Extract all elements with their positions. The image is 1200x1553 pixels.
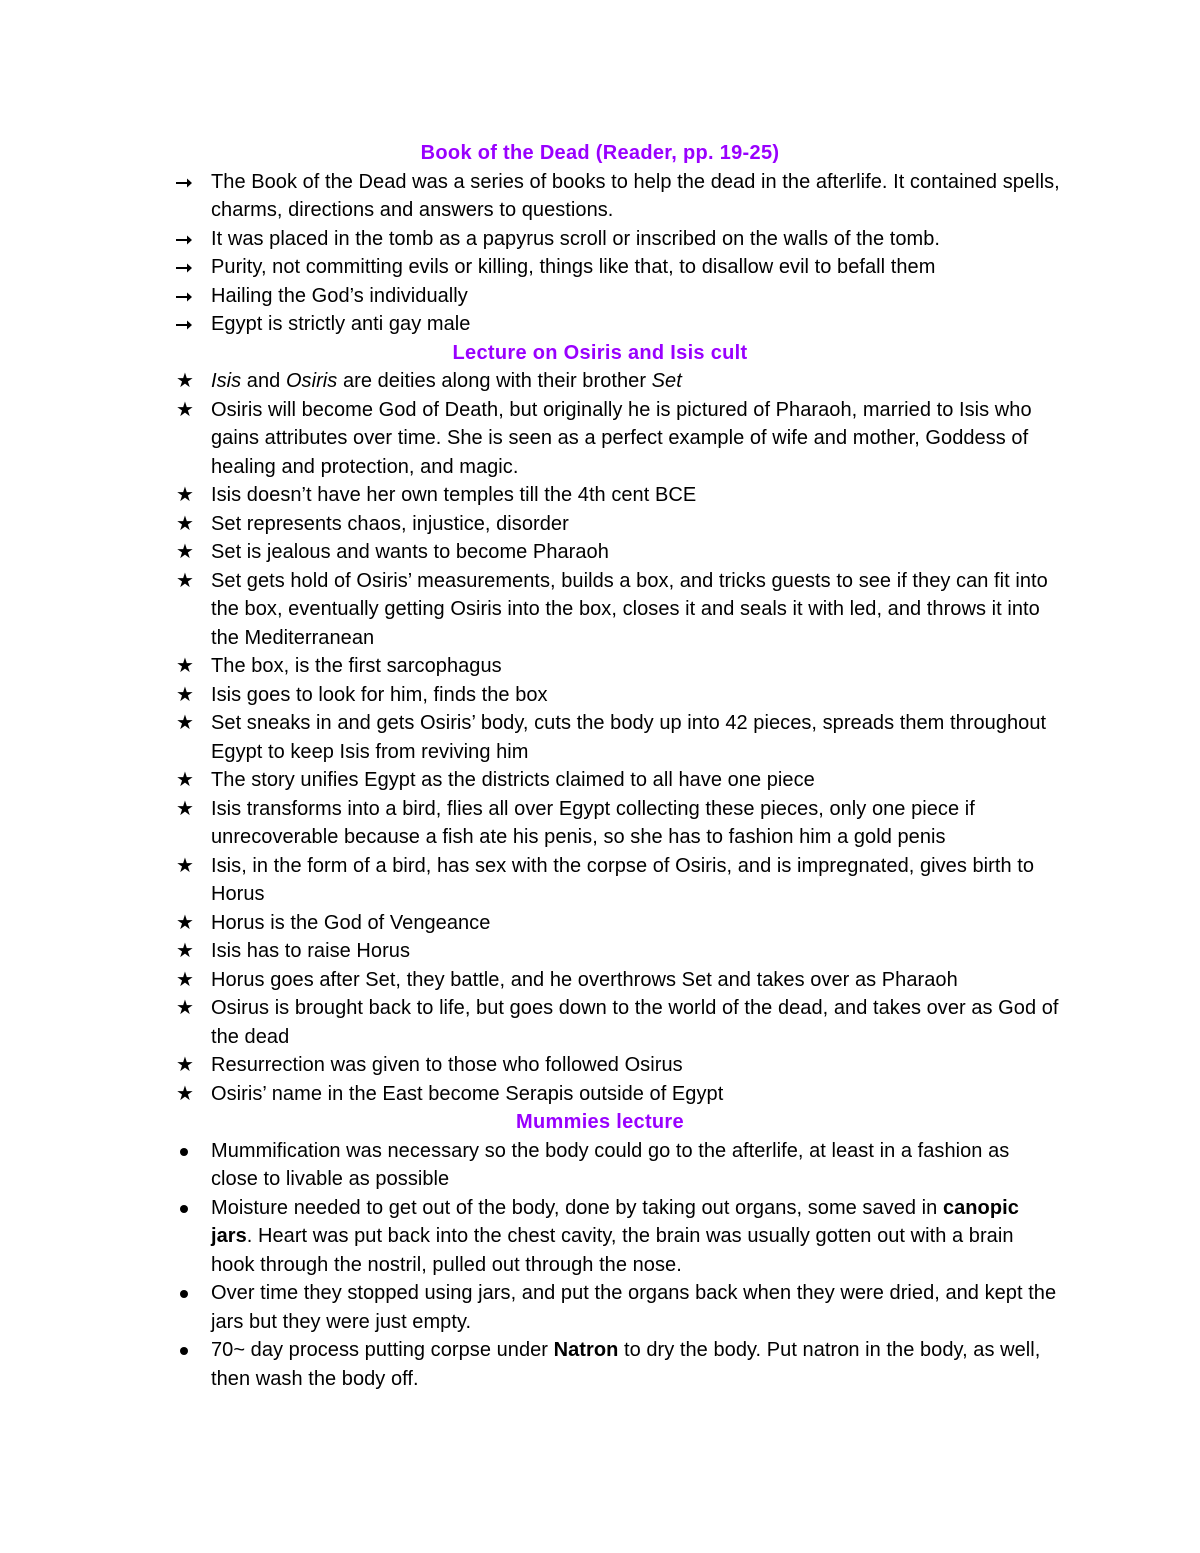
- list-item: [0, 1051, 1200, 1080]
- list-item-text: are deities along with their brother: [337, 370, 652, 392]
- list-item: [0, 310, 1200, 339]
- list-item-text: Set gets hold of Osiris’ measurements, builds a box, and tricks guests to see if they can fit into the box, eventually getting Osiris into the box, closes it and seals it with led, and throws it into the Mediterranean: [211, 569, 1048, 649]
- dot-bullet-icon: [180, 1347, 188, 1355]
- list-item-text: Horus is the God of Vengeance: [211, 911, 491, 934]
- list-item: [0, 1080, 1200, 1109]
- list-item-text: to dry the body. Put natron in the body, as well, then wash the body off.: [211, 1339, 1041, 1390]
- list-item: [0, 481, 1200, 510]
- section-book-of-the-dead: [0, 139, 1200, 339]
- section-mummies: [0, 1108, 1200, 1393]
- list-item: [0, 909, 1200, 938]
- list-item-text: Isis doesn’t have her own temples till the 4th cent BCE: [211, 484, 697, 506]
- list-item: [0, 937, 1200, 966]
- list-item: [0, 795, 1200, 852]
- list-item: [0, 396, 1200, 482]
- list-item-text: The Book of the Dead was a series of books to help the dead in the afterlife. It contained spells, charms, directions and answers to questions.: [211, 170, 1060, 221]
- list-item-text: and: [241, 370, 286, 392]
- deity-name: Set: [651, 370, 682, 392]
- star-bullet-icon: ★: [176, 370, 194, 392]
- list-item-text: Isis goes to look for him, finds the box: [211, 683, 548, 706]
- list-item-text: Over time they stopped using jars, and put the organs back when they were dried, and kept the jars but they were just empty.: [211, 1282, 1057, 1333]
- document-page: [0, 139, 1200, 1393]
- bullet-list: [0, 168, 1200, 339]
- deity-name: Osiris: [285, 370, 338, 392]
- list-item-text: Purity, not committing evils or killing, things like that, to disallow evil to befall them: [211, 256, 936, 278]
- dot-bullet-icon: [180, 1290, 188, 1298]
- list-item: [0, 1194, 1200, 1280]
- star-bullet-icon: ★: [176, 683, 194, 706]
- list-item-text: 70~ day process putting corpse under: [211, 1339, 554, 1361]
- star-bullet-icon: ★: [176, 940, 194, 962]
- list-item: [0, 510, 1200, 539]
- star-bullet-icon: ★: [176, 712, 194, 734]
- star-bullet-icon: ★: [176, 484, 194, 506]
- star-bullet-icon: ★: [176, 997, 194, 1019]
- list-item-text: The story unifies Egypt as the districts claimed to all have one piece: [211, 769, 815, 791]
- list-item: [0, 966, 1200, 995]
- star-bullet-icon: ★: [176, 968, 194, 991]
- list-item-text: Isis transforms into a bird, flies all over Egypt collecting these pieces, only one piece if unrecoverable because a fish ate his penis, so she has to fashion him a gold penis: [211, 797, 975, 848]
- key-term: Natron: [553, 1339, 619, 1361]
- list-item-text: Horus goes after Set, they battle, and he overthrows Set and takes over as Pharaoh: [211, 968, 958, 991]
- star-bullet-icon: ★: [176, 512, 194, 535]
- list-item-text: Resurrection was given to those who followed Osirus: [211, 1054, 683, 1076]
- list-item: [0, 282, 1200, 311]
- list-item: [0, 367, 1200, 396]
- list-item-text: Osirus is brought back to life, but goes down to the world of the dead, and takes over as God of the dead: [211, 997, 1059, 1048]
- section-osiris-isis: [0, 339, 1200, 1109]
- list-item: [0, 681, 1200, 710]
- list-item-text: Set is jealous and wants to become Pharaoh: [211, 541, 609, 563]
- list-item-text: It was placed in the tomb as a papyrus scroll or inscribed on the walls of the tomb.: [211, 227, 941, 250]
- dot-bullet-icon: [180, 1148, 188, 1156]
- list-item: [0, 1137, 1200, 1194]
- deity-name: Isis: [211, 370, 242, 392]
- star-bullet-icon: ★: [176, 541, 194, 563]
- bullet-list: [0, 1137, 1200, 1394]
- list-item-text: Isis has to raise Horus: [211, 940, 411, 962]
- list-item-text: Set represents chaos, injustice, disorder: [211, 512, 569, 535]
- list-item: [0, 567, 1200, 653]
- list-item-text: Osiris will become God of Death, but originally he is pictured of Pharaoh, married to Isis who gains attributes over time. She is seen as a perfect example of wife and mother, Goddess of healing and protection, and magic.: [211, 398, 1032, 478]
- key-term: canopic jars: [211, 1196, 1019, 1247]
- star-bullet-icon: ★: [176, 398, 194, 421]
- list-item: [0, 709, 1200, 766]
- list-item: [0, 253, 1200, 282]
- list-item: [0, 766, 1200, 795]
- list-item: [0, 994, 1200, 1051]
- list-item: [0, 225, 1200, 254]
- list-item-text: The box, is the first sarcophagus: [211, 655, 502, 677]
- list-item: [0, 1279, 1200, 1336]
- section-heading: Lecture on Osiris and Isis cult: [452, 341, 748, 364]
- star-bullet-icon: ★: [176, 1054, 194, 1076]
- list-item-text: Isis, in the form of a bird, has sex with the corpse of Osiris, and is impregnated, gives birth to Horus: [211, 854, 1035, 905]
- list-item: [0, 852, 1200, 909]
- section-heading: Book of the Dead (Reader, pp. 19-25): [420, 142, 780, 164]
- section-heading: Mummies lecture: [516, 1111, 684, 1133]
- list-item-text: Moisture needed to get out of the body, done by taking out organs, some saved in: [211, 1196, 943, 1219]
- star-bullet-icon: ★: [176, 911, 194, 934]
- star-bullet-icon: ★: [176, 769, 194, 791]
- star-bullet-icon: ★: [176, 655, 194, 677]
- list-item-text: Mummification was necessary so the body could go to the afterlife, at least in a fashion as close to livable as possible: [211, 1139, 1010, 1190]
- dot-bullet-icon: [180, 1205, 188, 1213]
- list-item: [0, 168, 1200, 225]
- list-item-text: . Heart was put back into the chest cavity, the brain was usually gotten out with a brain hook through the nostril, pulled out through the nose.: [211, 1225, 1014, 1276]
- list-item: [0, 538, 1200, 567]
- star-bullet-icon: ★: [176, 569, 194, 592]
- list-item-text: Hailing the God’s individually: [211, 284, 468, 307]
- list-item: [0, 1336, 1200, 1393]
- star-bullet-icon: ★: [176, 1082, 194, 1105]
- star-bullet-icon: ★: [176, 854, 194, 877]
- list-item-text: Osiris’ name in the East become Serapis outside of Egypt: [211, 1082, 724, 1105]
- bullet-list: [0, 367, 1200, 1108]
- list-item-text: Set sneaks in and gets Osiris’ body, cuts the body up into 42 pieces, spreads them throughout Egypt to keep Isis from reviving him: [211, 712, 1047, 763]
- list-item-text: Egypt is strictly anti gay male: [211, 313, 471, 335]
- star-bullet-icon: ★: [176, 797, 194, 820]
- list-item: [0, 652, 1200, 681]
